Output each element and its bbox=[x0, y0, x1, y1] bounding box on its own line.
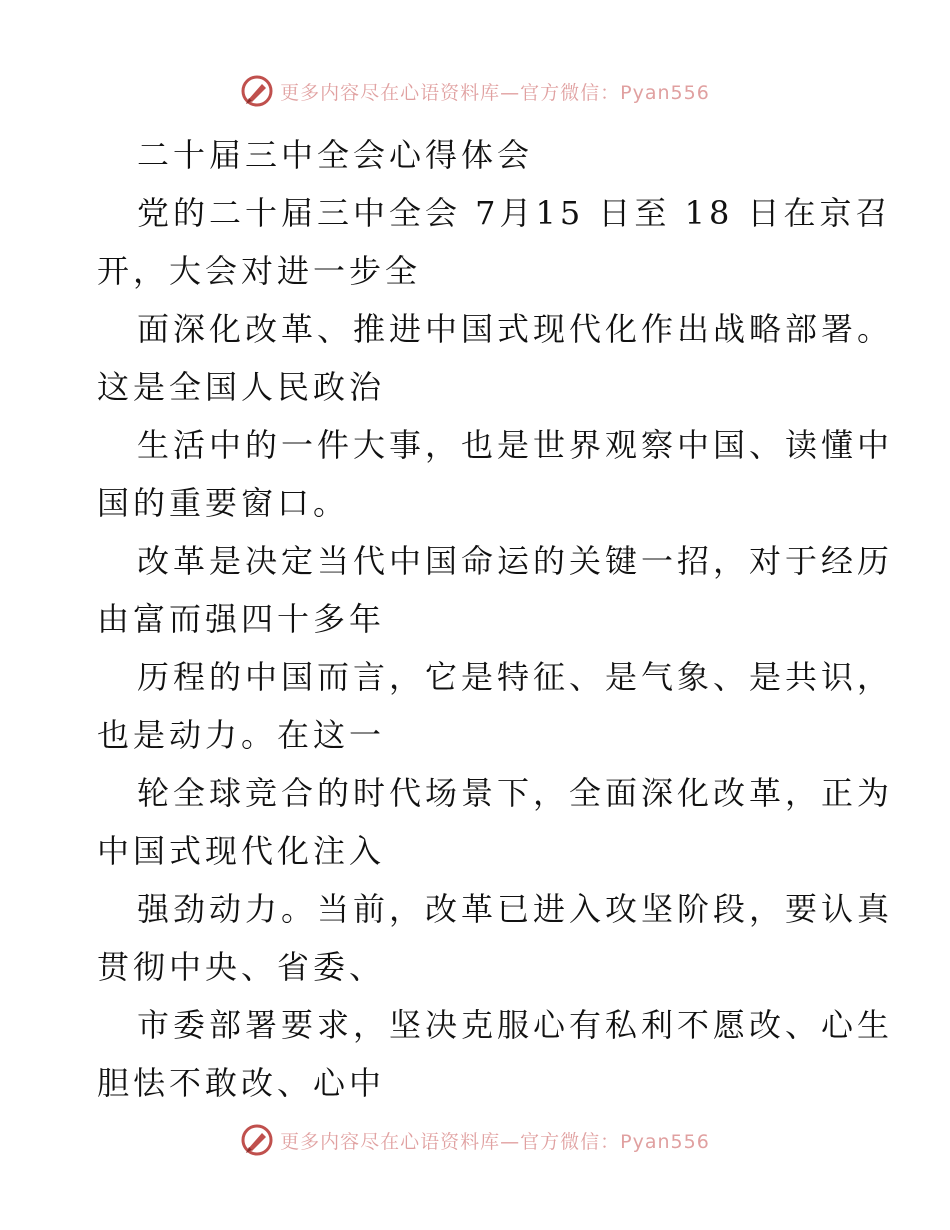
pen-logo-icon bbox=[240, 1123, 274, 1157]
text-line: 这是全国人民政治 bbox=[97, 368, 386, 406]
text-line: 党的二十届三中全会 7月15 日至 18 日在京召 bbox=[137, 194, 892, 232]
text-line: 国的重要窗口。 bbox=[97, 484, 350, 522]
text-line: 市委部署要求，坚决克服心有私利不愿改、心生 bbox=[137, 1006, 894, 1044]
text-line: 中国式现代化注入 bbox=[97, 832, 386, 870]
pen-logo-icon bbox=[240, 74, 274, 108]
text-line: 胆怯不敢改、心中 bbox=[97, 1064, 386, 1102]
text-line: 面深化改革、推进中国式现代化作出战略部署。 bbox=[137, 310, 894, 348]
document-body bbox=[97, 126, 894, 1112]
text-line: 历程的中国而言，它是特征、是气象、是共识， bbox=[137, 658, 894, 696]
text-line: 开，大会对进一步全 bbox=[97, 252, 422, 290]
watermark-text: 更多内容尽在心语资料库—官方微信：Pyan556 bbox=[280, 81, 710, 104]
text-line: 生活中的一件大事，也是世界观察中国、读懂中 bbox=[137, 426, 894, 464]
footer-watermark bbox=[0, 1123, 950, 1157]
watermark-text: 更多内容尽在心语资料库—官方微信：Pyan556 bbox=[280, 1130, 710, 1153]
text-line: 改革是决定当代中国命运的关键一招，对于经历 bbox=[137, 542, 894, 580]
text-line: 强劲动力。当前，改革已进入攻坚阶段，要认真 bbox=[137, 890, 894, 928]
text-line: 由富而强四十多年 bbox=[97, 600, 386, 638]
text-line: 贯彻中央、省委、 bbox=[97, 948, 386, 986]
header-watermark bbox=[0, 74, 950, 108]
text-line: 也是动力。在这一 bbox=[97, 716, 386, 754]
document-title: 二十届三中全会心得体会 bbox=[137, 136, 534, 174]
text-line: 轮全球竞合的时代场景下，全面深化改革，正为 bbox=[137, 774, 894, 812]
